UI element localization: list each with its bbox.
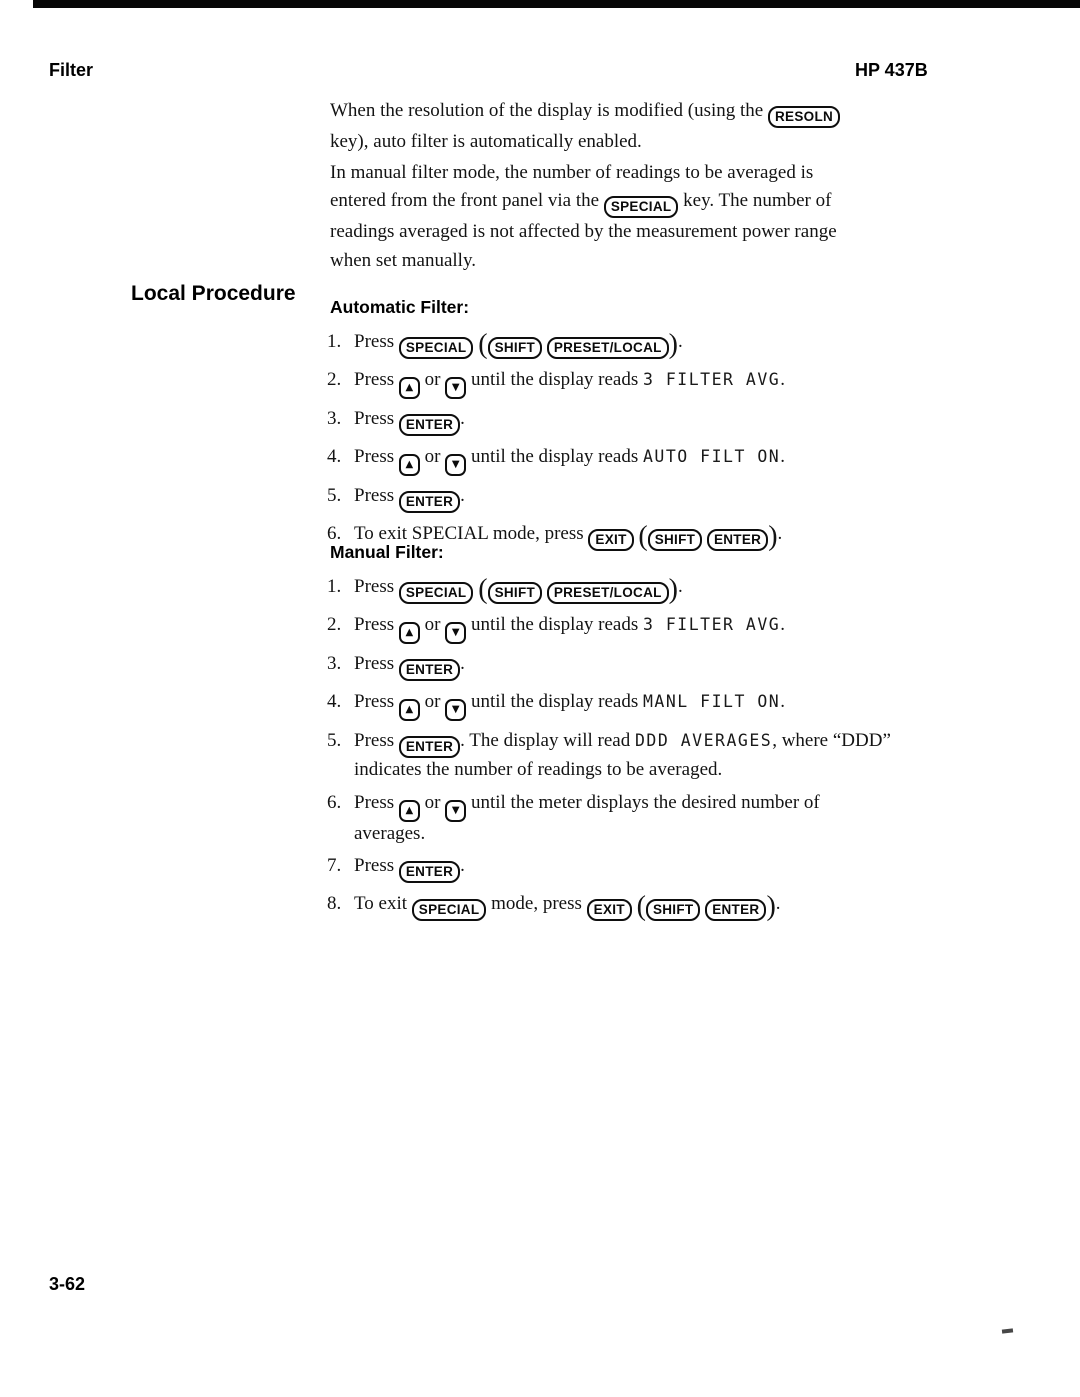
text-run: key. The number of xyxy=(678,190,832,211)
local-procedure-heading: Local Procedure xyxy=(131,282,296,305)
page-number: 3-62 xyxy=(49,1274,86,1294)
automatic-filter-steps xyxy=(327,330,785,559)
step-number: 3. xyxy=(327,408,342,429)
text-run: , where “DDD” xyxy=(772,730,891,751)
text-run: Press xyxy=(354,653,399,674)
keycap-exit-icon: EXIT xyxy=(587,899,632,921)
step-text-continuation xyxy=(354,822,820,846)
text-run: Press xyxy=(354,576,399,597)
step-text xyxy=(354,484,465,513)
step-text xyxy=(354,892,781,921)
step-number: 6. xyxy=(327,791,342,813)
text-run: Press xyxy=(354,408,399,429)
up-arrow-key-icon: ▲ xyxy=(399,800,420,822)
text-run: Press xyxy=(354,690,399,712)
text-run: Press xyxy=(354,368,399,390)
grouping-paren: ) xyxy=(668,574,678,605)
grouping-paren: ) xyxy=(668,329,678,360)
display-readout-text: 3 FILTER AVG xyxy=(642,369,781,389)
keycap-enter-icon: ENTER xyxy=(399,491,460,513)
intro-paragraphs xyxy=(330,97,840,275)
text-run: Press xyxy=(354,485,399,506)
keycap-shift-icon: SHIFT xyxy=(648,529,703,551)
text-run: In manual filter mode, the number of readings to be averaged is xyxy=(330,161,814,183)
step-number: 1. xyxy=(327,331,342,352)
text-run: . xyxy=(775,892,781,914)
keycap-special-icon: SPECIAL xyxy=(412,899,487,921)
step-number: 8. xyxy=(327,892,342,914)
text-run: Press xyxy=(354,855,399,876)
text-run: . xyxy=(780,690,785,712)
text-run: averages. xyxy=(354,822,426,844)
down-arrow-key-icon: ▼ xyxy=(445,800,466,822)
step-text xyxy=(354,407,465,436)
text-run: . xyxy=(780,368,785,390)
intro-paragraph-2 xyxy=(330,159,840,276)
text-run: Press xyxy=(354,445,399,467)
step-text-continuation xyxy=(354,758,891,782)
step-text xyxy=(354,690,785,721)
text-run: or xyxy=(419,445,446,467)
step-manual-1 xyxy=(327,575,891,604)
text-run: . xyxy=(780,613,785,635)
text-run: key), auto filter is automatically enabled. xyxy=(330,131,642,152)
scan-speck-artifact xyxy=(1002,1328,1013,1333)
text-line xyxy=(330,128,840,157)
text-run: until the display reads xyxy=(466,613,643,635)
text-run: . xyxy=(678,576,683,597)
text-run: entered from the front panel via the xyxy=(330,190,604,211)
step-text xyxy=(354,575,683,604)
down-arrow-key-icon: ▼ xyxy=(445,377,466,399)
step-number: 5. xyxy=(327,485,342,506)
step-text xyxy=(354,613,785,644)
step-text xyxy=(354,330,683,359)
text-run: . xyxy=(678,331,683,352)
text-run: . xyxy=(460,485,465,506)
automatic-filter-heading: Automatic Filter: xyxy=(330,297,470,317)
text-run: or xyxy=(419,368,446,390)
step-manual-5 xyxy=(327,729,891,782)
keycap-special-icon: SPECIAL xyxy=(604,196,679,218)
up-arrow-key-icon: ▲ xyxy=(399,377,420,399)
keycap-special-icon: SPECIAL xyxy=(399,337,474,359)
grouping-paren: ( xyxy=(478,329,488,360)
step-number: 1. xyxy=(327,576,342,597)
step-number: 3. xyxy=(327,653,342,674)
step-number: 7. xyxy=(327,855,342,876)
step-number: 4. xyxy=(327,445,342,467)
grouping-paren: ( xyxy=(638,520,648,552)
running-header-model: HP 437B xyxy=(855,60,928,80)
grouping-paren: ) xyxy=(768,520,778,552)
step-number: 6. xyxy=(327,522,342,544)
step-text xyxy=(354,854,465,883)
text-run: or xyxy=(419,613,446,635)
step-auto-3 xyxy=(327,407,785,436)
text-line xyxy=(330,247,840,276)
step-auto-4 xyxy=(327,445,785,476)
keycap-shift-icon: SHIFT xyxy=(488,582,543,604)
keycap-enter-icon: ENTER xyxy=(399,414,460,436)
text-line xyxy=(330,97,840,128)
text-run: when set manually. xyxy=(330,249,476,271)
text-run: . xyxy=(460,653,465,674)
text-run: until the meter displays the desired number of xyxy=(466,791,820,813)
text-run: Press xyxy=(354,791,399,813)
step-auto-2 xyxy=(327,368,785,399)
text-run: . The display will read xyxy=(460,730,635,751)
display-readout-text: DDD AVERAGES xyxy=(634,731,773,750)
keycap-enter-icon: ENTER xyxy=(399,659,460,681)
keycap-exit-icon: EXIT xyxy=(588,529,633,551)
up-arrow-key-icon: ▲ xyxy=(399,454,420,476)
step-text xyxy=(354,368,785,399)
down-arrow-key-icon: ▼ xyxy=(445,622,466,644)
step-text xyxy=(354,791,820,822)
step-text xyxy=(354,445,785,476)
manual-filter-heading: Manual Filter: xyxy=(330,542,444,562)
text-run: or xyxy=(419,690,446,712)
text-run: until the display reads xyxy=(466,690,643,712)
text-run: indicates the number of readings to be averaged. xyxy=(354,759,723,780)
text-run: or xyxy=(419,791,446,813)
keycap-enter-icon: ENTER xyxy=(707,529,768,551)
display-readout-text: MANL FILT ON xyxy=(642,691,781,711)
text-line xyxy=(330,218,840,247)
text-run: . xyxy=(780,445,785,467)
scan-edge-artifact-bar xyxy=(33,0,1080,8)
text-run: To exit xyxy=(354,892,412,914)
text-run: mode, press xyxy=(486,892,587,914)
text-run: Press xyxy=(354,730,399,751)
down-arrow-key-icon: ▼ xyxy=(445,699,466,721)
step-auto-1 xyxy=(327,330,785,359)
step-number: 5. xyxy=(327,730,342,751)
text-run: readings averaged is not affected by the measurement power range xyxy=(330,221,837,242)
text-run: . xyxy=(777,522,783,544)
grouping-paren: ( xyxy=(478,574,488,605)
step-number: 4. xyxy=(327,690,342,712)
text-run: . xyxy=(460,408,465,429)
text-run: . xyxy=(460,855,465,876)
step-manual-2 xyxy=(327,613,891,644)
step-text xyxy=(354,729,891,758)
step-number: 2. xyxy=(327,368,342,390)
step-auto-5 xyxy=(327,484,785,513)
text-run: Press xyxy=(354,331,399,352)
text-line xyxy=(330,159,840,188)
step-manual-4 xyxy=(327,690,891,721)
up-arrow-key-icon: ▲ xyxy=(399,622,420,644)
running-header-section: Filter xyxy=(49,60,94,80)
manual-filter-steps xyxy=(327,575,891,929)
keycap-enter-icon: ENTER xyxy=(705,899,766,921)
step-text xyxy=(354,652,465,681)
step-manual-6 xyxy=(327,791,891,846)
text-run: To exit SPECIAL mode, press xyxy=(354,522,589,544)
step-manual-7 xyxy=(327,854,891,883)
text-run: until the display reads xyxy=(466,445,643,467)
text-run: When the resolution of the display is modified (using the xyxy=(330,100,768,121)
text-line xyxy=(330,187,840,218)
display-readout-text: 3 FILTER AVG xyxy=(642,614,781,634)
keycap-shift-icon: SHIFT xyxy=(488,337,543,359)
step-manual-3 xyxy=(327,652,891,681)
text-run: Press xyxy=(354,613,399,635)
keycap-resoln-icon: RESOLN xyxy=(768,106,840,128)
keycap-enter-icon: ENTER xyxy=(399,736,460,758)
up-arrow-key-icon: ▲ xyxy=(399,699,420,721)
grouping-paren: ( xyxy=(636,890,646,922)
display-readout-text: AUTO FILT ON xyxy=(642,446,781,466)
intro-paragraph-1 xyxy=(330,97,840,157)
step-manual-8 xyxy=(327,892,891,921)
keycap-shift-icon: SHIFT xyxy=(646,899,701,921)
keycap-enter-icon: ENTER xyxy=(399,861,460,883)
keycap-preset-local-icon: PRESET/LOCAL xyxy=(547,582,669,604)
keycap-preset-local-icon: PRESET/LOCAL xyxy=(547,337,669,359)
keycap-special-icon: SPECIAL xyxy=(399,582,474,604)
text-run: until the display reads xyxy=(466,368,643,390)
down-arrow-key-icon: ▼ xyxy=(445,454,466,476)
step-number: 2. xyxy=(327,613,342,635)
grouping-paren: ) xyxy=(766,890,776,922)
